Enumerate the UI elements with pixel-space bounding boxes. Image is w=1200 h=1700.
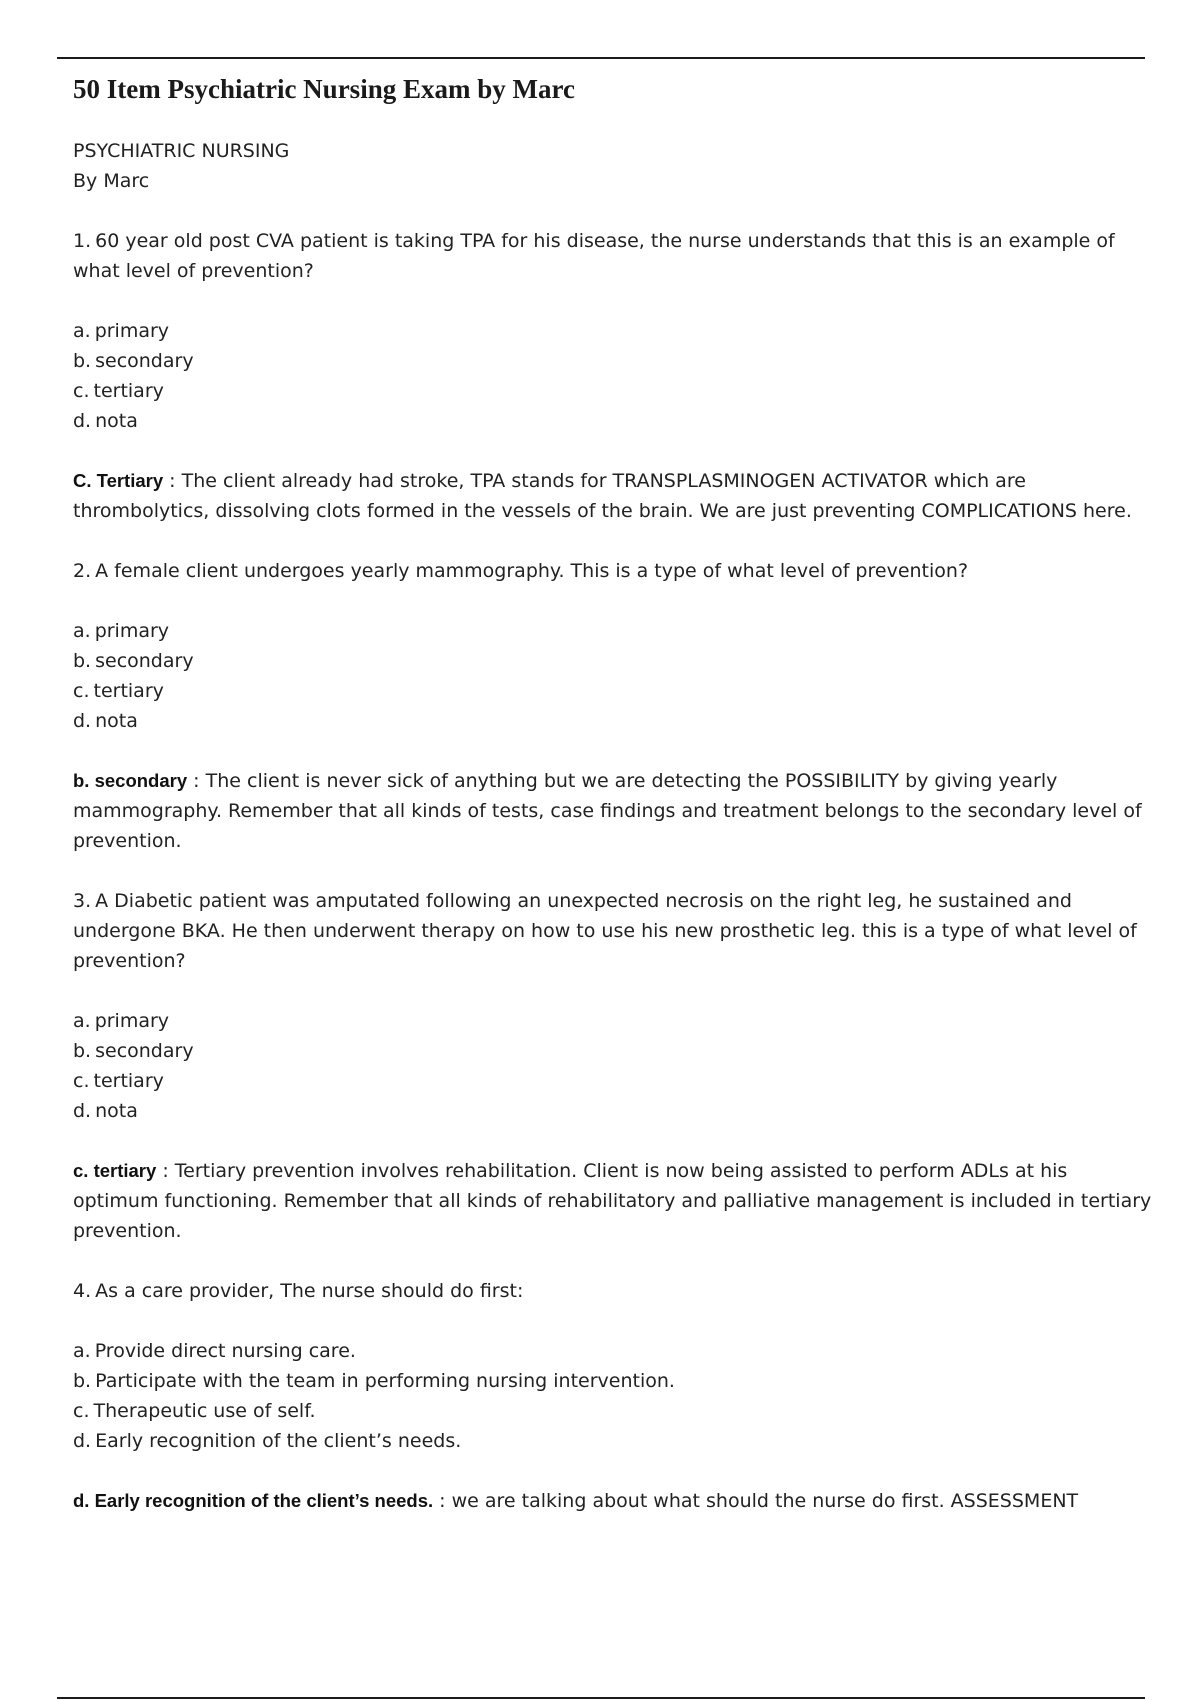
option-b: b. secondary xyxy=(73,350,194,372)
option-d: d. nota xyxy=(73,1100,138,1122)
question-number: 2. xyxy=(73,560,92,582)
option-b: b. secondary xyxy=(73,650,194,672)
option-a: a. primary xyxy=(73,320,170,342)
answer-label: d. Early recognition of the client’s needs. xyxy=(73,1490,434,1511)
option-d: d. Early recognition of the client’s needs. xyxy=(73,1430,462,1452)
option-a: a. Provide direct nursing care. xyxy=(73,1340,356,1362)
question-1 xyxy=(73,226,1158,286)
answer-1 xyxy=(73,466,1158,526)
answer-label: C. Tertiary xyxy=(73,470,164,491)
option-c: c. tertiary xyxy=(73,1070,164,1092)
option-d: d. nota xyxy=(73,410,138,432)
document-page xyxy=(73,72,1158,1546)
answer-explanation: : we are talking about what should the nurse do first. ASSESSMENT xyxy=(433,1490,1079,1512)
answer-label: c. tertiary xyxy=(73,1160,157,1181)
question-number: 1. xyxy=(73,230,92,252)
option-b: b. secondary xyxy=(73,1040,194,1062)
answer-explanation: : The client is never sick of anything but we are detecting the POSSIBILITY by giving yearly mammography. Remember that all kinds of tests, case findings and treatment belongs to the secondary level of prevention. xyxy=(73,770,1142,852)
options-list-3 xyxy=(73,1006,1158,1126)
option-a: a. primary xyxy=(73,620,170,642)
question-number: 4. xyxy=(73,1280,92,1302)
top-rule xyxy=(57,57,1145,59)
question-number: 3. xyxy=(73,890,92,912)
document-title: 50 Item Psychiatric Nursing Exam by Marc xyxy=(73,74,575,104)
question-body: A female client undergoes yearly mammography. This is a type of what level of prevention? xyxy=(95,560,969,582)
answer-2 xyxy=(73,766,1158,856)
answer-label: b. secondary xyxy=(73,770,188,791)
options-list-2 xyxy=(73,616,1158,736)
question-2 xyxy=(73,556,1158,586)
option-a: a. primary xyxy=(73,1010,170,1032)
answer-explanation: : The client already had stroke, TPA stands for TRANSPLASMINOGEN ACTIVATOR which are thrombolytics, dissolving clots formed in the vessels of the brain. We are just preventing COMPLICATIONS here. xyxy=(73,470,1132,522)
byline: By Marc xyxy=(73,170,150,192)
option-d: d. nota xyxy=(73,710,138,732)
option-b: b. Participate with the team in performing nursing intervention. xyxy=(73,1370,675,1392)
question-text xyxy=(73,1276,1158,1306)
question-body: A Diabetic patient was amputated following an unexpected necrosis on the right leg, he sustained and undergone BKA. He then underwent therapy on how to use his new prosthetic leg. this is a type of what level of prevention? xyxy=(73,890,1137,972)
document-header xyxy=(73,136,1158,196)
question-4 xyxy=(73,1276,1158,1306)
answer-4 xyxy=(73,1486,1158,1516)
question-text xyxy=(73,886,1158,976)
question-body: 60 year old post CVA patient is taking TPA for his disease, the nurse understands that this is an example of what level of prevention? xyxy=(73,230,1115,282)
option-c: c. tertiary xyxy=(73,380,164,402)
options-list-1 xyxy=(73,316,1158,436)
question-text xyxy=(73,556,1158,586)
bottom-rule xyxy=(57,1697,1145,1699)
subject-heading: PSYCHIATRIC NURSING xyxy=(73,140,290,162)
option-c: c. tertiary xyxy=(73,680,164,702)
options-list-4 xyxy=(73,1336,1158,1456)
answer-3 xyxy=(73,1156,1158,1246)
answer-explanation: : Tertiary prevention involves rehabilitation. Client is now being assisted to perform ADLs at his optimum functioning. Remember that all kinds of rehabilitatory and palliative management is included in tertiary prevention. xyxy=(73,1160,1152,1242)
question-text xyxy=(73,226,1158,286)
question-3 xyxy=(73,886,1158,976)
question-body: As a care provider, The nurse should do first: xyxy=(95,1280,524,1302)
option-c: c. Therapeutic use of self. xyxy=(73,1400,316,1422)
